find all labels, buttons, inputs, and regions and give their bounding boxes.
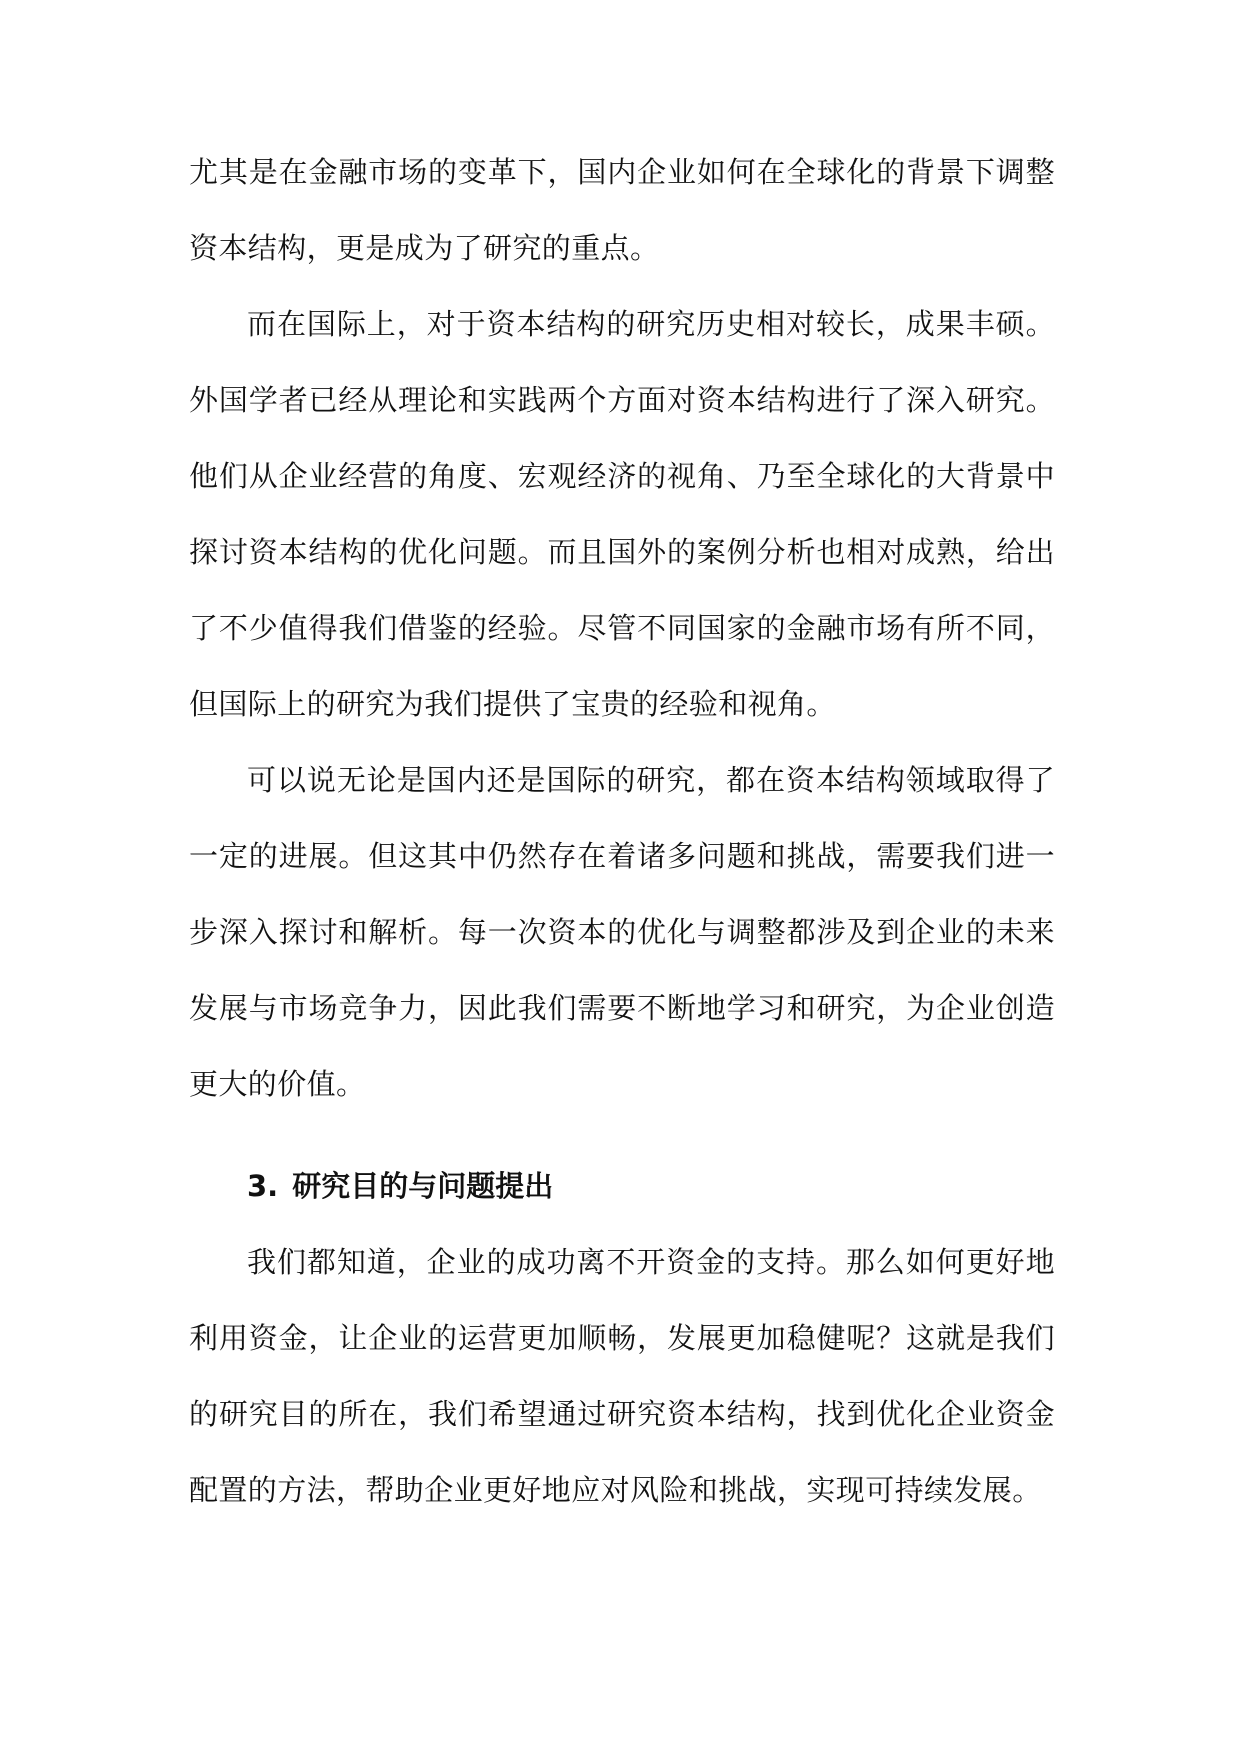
body-paragraph-continued: 尤其是在金融市场的变革下，国内企业如何在全球化的背景下调整资本结构，更是成为了研究的重点。 [189,155,1055,265]
body-paragraph-summary: 可以说无论是国内还是国际的研究，都在资本结构领域取得了一定的进展。但这其中仍然存在着诸多问题和挑战，需要我们进一步深入探讨和解析。每一次资本的优化与调整都涉及到企业的未来发展与市场竞争力，因此我们需要不断地学习和研究，为企业创造更大的价值。 [189,763,1055,1101]
section-heading [247,1148,553,1224]
section-title: 研究目的与问题提出 [292,1169,554,1203]
body-paragraph-international-research: 而在国际上，对于资本结构的研究历史相对较长，成果丰硕。外国学者已经从理论和实践两个方面对资本结构进行了深入研究。他们从企业经营的角度、宏观经济的视角、乃至全球化的大背景中探讨资本结构的优化问题。而且国外的案例分析也相对成熟，给出了不少值得我们借鉴的经验。尽管不同国家的金融市场有所不同，但国际上的研究为我们提供了宝贵的经验和视角。 [189,307,1055,721]
section-number: 3. [247,1169,279,1203]
body-paragraph-research-purpose: 我们都知道，企业的成功离不开资金的支持。那么如何更好地利用资金，让企业的运营更加顺畅，发展更加稳健呢？这就是我们的研究目的所在，我们希望通过研究资本结构，找到优化企业资金配置的方法，帮助企业更好地应对风险和挑战，实现可持续发展。 [189,1245,1055,1507]
